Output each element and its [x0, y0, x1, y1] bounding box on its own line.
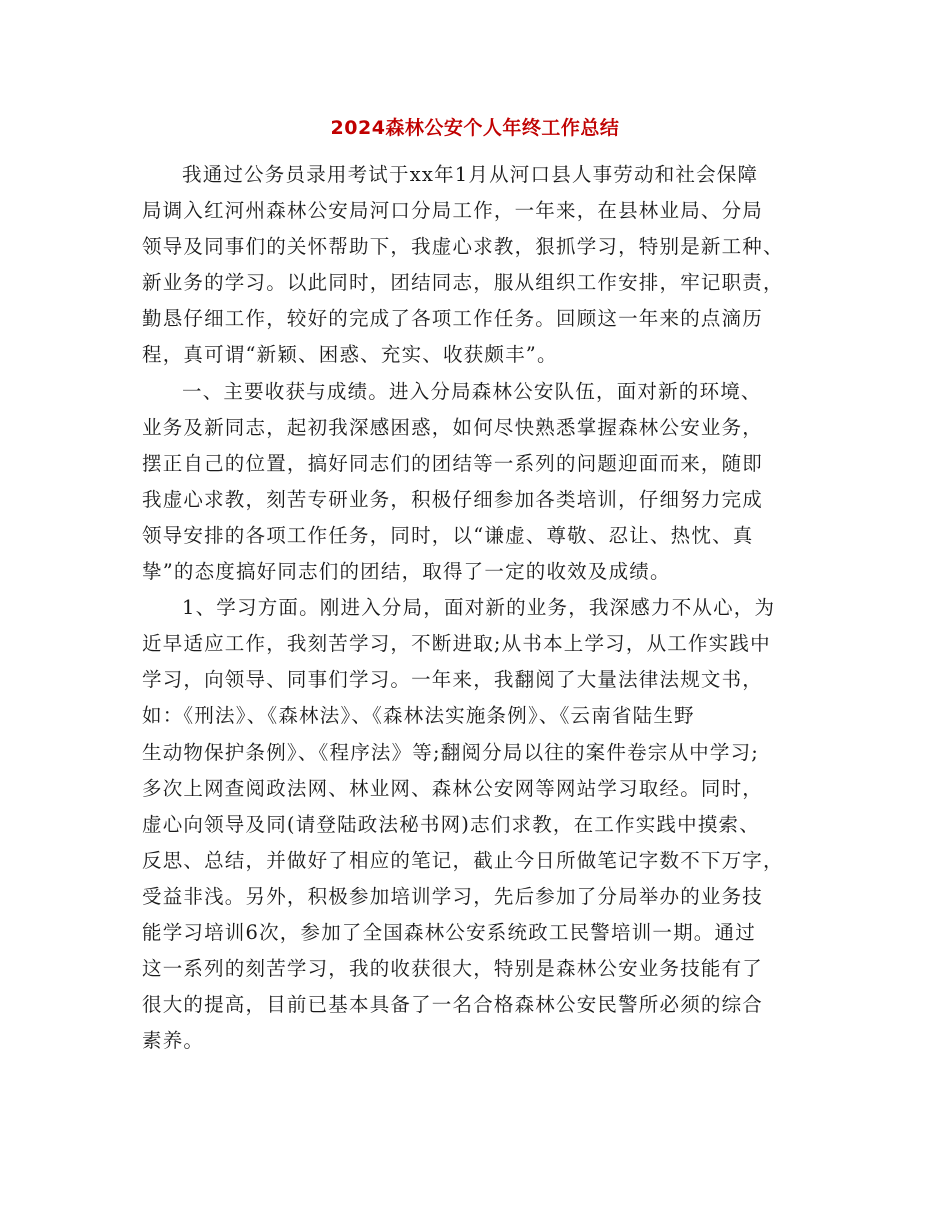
body-text-line: 很大的提高，目前已基本具备了一名合格森林公安民警所必须的综合: [142, 993, 764, 1017]
body-text-line: 程，真可谓“新颖、困惑、充实、收获颇丰”。: [142, 343, 558, 367]
body-text-line: 我通过公务员录用考试于xx年1月从河口县人事劳动和社会保障: [182, 163, 759, 186]
body-text-line: 领导安排的各项工作任务，同时，以“谦虚、尊敬、忍让、热忱、真: [142, 523, 754, 547]
document-body: [142, 157, 810, 1059]
body-text-line: 一、主要收获与成绩。进入分局森林公安队伍，面对新的环境、: [182, 379, 762, 403]
body-text-line: 近早适应工作，我刻苦学习，不断进取;从书本上学习，从工作实践中: [142, 632, 771, 656]
body-text-line: 领导及同事们的关怀帮助下，我虚心求教，狠抓学习，特别是新工种、: [142, 235, 784, 259]
body-text-line: 生动物保护条例》、《程序法》等;翻阅分局以往的案件卷宗从中学习;: [142, 740, 760, 764]
body-text-line: 局调入红河州森林公安局河口分局工作，一年来，在县林业局、分局: [142, 199, 764, 223]
body-text-line: 如：《刑法》、《森林法》、《森林法实施条例》、《云南省陆生野: [142, 704, 695, 728]
body-text-line: 虚心向领导及同(请登陆政法秘书网)志们求教，在工作实践中摸索、: [142, 812, 760, 836]
body-text-line: 反思、总结，并做好了相应的笔记，截止今日所做笔记字数不下万字，: [142, 848, 784, 872]
body-text-line: 这一系列的刻苦学习，我的收获很大，特别是森林公安业务技能有了: [142, 957, 764, 981]
body-text-line: 业务及新同志，起初我深感困惑，如何尽快熟悉掌握森林公安业务，: [142, 415, 764, 439]
body-text-line: 素养。: [142, 1029, 205, 1053]
body-text-line: 多次上网查阅政法网、林业网、森林公安网等网站学习取经。同时，: [142, 776, 764, 800]
document-title: 2024森林公安个人年终工作总结: [330, 117, 620, 139]
body-text-line: 勤恳仔细工作，较好的完成了各项工作任务。回顾这一年来的点滴历: [142, 307, 764, 331]
body-text-line: 学习，向领导、同事们学习。一年来，我翻阅了大量法律法规文书，: [142, 668, 764, 692]
body-text-line: 新业务的学习。以此同时，团结同志，服从组织工作安排，牢记职责，: [142, 271, 784, 295]
body-text-line: 能学习培训6次，参加了全国森林公安系统政工民警培训一期。通过: [142, 920, 756, 944]
body-text-line: 受益非浅。另外，积极参加培训学习，先后参加了分局举办的业务技: [142, 884, 764, 908]
body-text-line: 摆正自己的位置，搞好同志们的团结等一系列的问题迎面而来，随即: [142, 451, 764, 475]
body-text-line: 我虚心求教，刻苦专研业务，积极仔细参加各类培训，仔细努力完成: [142, 487, 764, 511]
body-text-line: 挚”的态度搞好同志们的团结，取得了一定的收效及成绩。: [142, 560, 671, 584]
body-text-line: 1、学习方面。刚进入分局，面对新的业务，我深感力不从心，为: [182, 596, 776, 620]
